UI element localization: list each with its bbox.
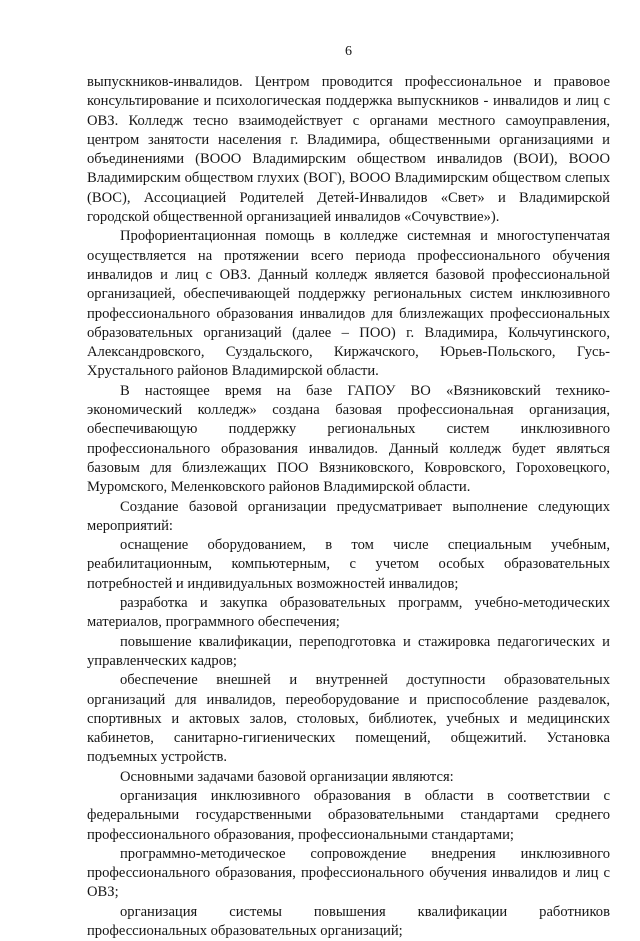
- paragraph-base-organization: В настоящее время на базе ГАПОУ ВО «Вязниковский технико-экономический колледж» создана базовая профессиональная организация, обеспечивающую поддержку региональных систем инклюзивного профессионального образования инвалидов. Данный колледж будет являться базовым для близлежащих ПОО Вязниковского, Ковровского, Гороховецкого, Муромского, Меленковского районов Владимирской области.: [87, 382, 610, 496]
- list-item-staff-training: организация системы повышения квалификации работников профессиональных образовательных организаций;: [87, 903, 610, 940]
- list-item-inclusive-education: организация инклюзивного образования в области в соответствии с федеральными государственными образовательными стандартами среднего профессионального образования, профессиональными стандартами;: [87, 787, 610, 843]
- list-item-accessibility: обеспечение внешней и внутренней доступности образовательных организаций для инвалидов, переоборудование и приспособление раздевалок, спортивных и актовых залов, столовых, библиотек, учебных и медицинских кабинетов, санитарно-гигиенических помещений, общежитий. Установка подъемных устройств.: [87, 672, 610, 766]
- paragraph-activities-intro: Создание базовой организации предусматривает выполнение следующих мероприятий:: [87, 498, 610, 534]
- list-item-methodical-support: программно-методическое сопровождение внедрения инклюзивного профессионального образования, профессионального обучения инвалидов и лиц с ОВЗ;: [87, 845, 610, 901]
- list-item-programs: разработка и закупка образовательных программ, учебно-методических материалов, программного обеспечения;: [87, 595, 610, 631]
- page-number: 6: [345, 44, 352, 59]
- paragraph-tasks-intro: Основными задачами базовой организации являются:: [120, 768, 454, 785]
- paragraph-career-guidance: Профориентационная помощь в колледже системная и многоступенчатая осуществляется на протяжении всего периода профессионального обучения инвалидов и лиц с ОВЗ. Данный колледж является базовой профессиональной организацией, обеспечивающей поддержку региональных систем инклюзивного профессионального образования инвалидов для близлежащих профессиональных образовательных организаций (далее – ПОО) г. Владимира, Кольчугинского, Александровского, Суздальского, Киржачского, Юрьев-Польского, Гусь-Хрустального районов Владимирской области.: [87, 228, 610, 380]
- list-item-qualification: повышение квалификации, переподготовка и стажировка педагогических и управленческих кадров;: [87, 633, 610, 669]
- list-item-equipment: оснащение оборудованием, в том числе специальным учебным, реабилитационным, компьютерным, с учетом особых образовательных потребностей и индивидуальных возможностей инвалидов;: [87, 537, 610, 592]
- paragraph-continuation: выпускников-инвалидов. Центром проводится профессиональное и правовое консультирование и психологическая поддержка выпускников - инвалидов и лиц с ОВЗ. Колледж тесно взаимодействует с органами местного самоуправления, центром занятости населения г. Владимира, общественными организациями и объединениями (ВООО Владимирским обществом инвалидов (ВОИ), ВООО Владимирским обществом глухих (ВОГ), ВООО Владимирским обществом слепых (ВОС), Ассоциацией Родителей Детей-Инвалидов «Свет» и Владимирской городской общественной организацией инвалидов «Сочувствие»).: [87, 74, 610, 226]
